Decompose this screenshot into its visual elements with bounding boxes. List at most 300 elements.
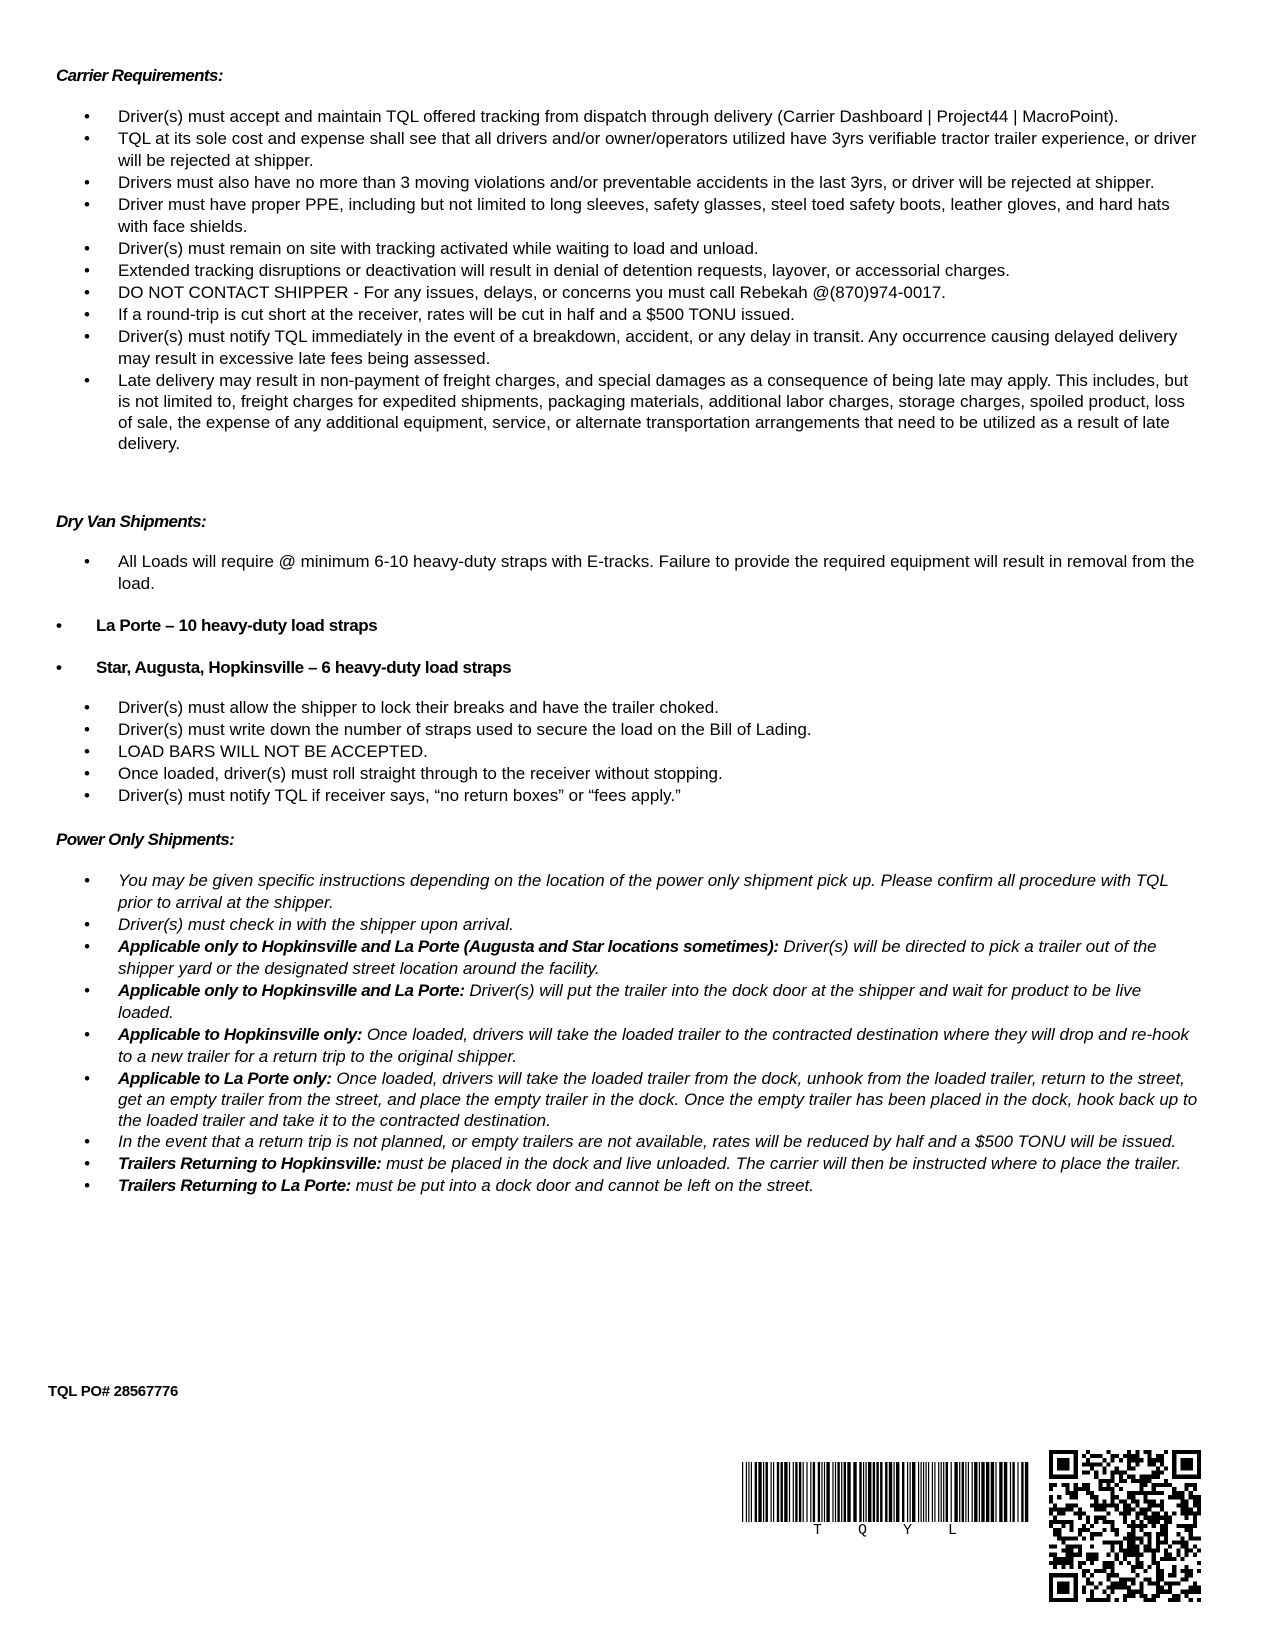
qr-module xyxy=(1193,1499,1197,1503)
qr-module xyxy=(1065,1466,1069,1470)
qr-module xyxy=(1074,1491,1078,1495)
qr-module xyxy=(1197,1458,1201,1462)
qr-module xyxy=(1185,1487,1189,1491)
qr-module xyxy=(1152,1471,1156,1475)
qr-module xyxy=(1123,1479,1127,1483)
qr-module xyxy=(1090,1536,1094,1540)
qr-module xyxy=(1172,1598,1176,1602)
qr-module xyxy=(1127,1495,1131,1499)
qr-module xyxy=(1180,1544,1184,1548)
qr-module xyxy=(1127,1462,1131,1466)
qr-module xyxy=(1065,1462,1069,1466)
qr-module xyxy=(1102,1479,1106,1483)
qr-module xyxy=(1148,1458,1152,1462)
qr-module xyxy=(1193,1590,1197,1594)
qr-module xyxy=(1135,1544,1139,1548)
qr-module xyxy=(1131,1549,1135,1553)
qr-module xyxy=(1176,1581,1180,1585)
qr-module xyxy=(1135,1450,1139,1454)
qr-module xyxy=(1135,1549,1139,1553)
qr-module xyxy=(1074,1487,1078,1491)
qr-module xyxy=(1176,1450,1180,1454)
qr-module xyxy=(1180,1458,1184,1462)
qr-module xyxy=(1193,1544,1197,1548)
qr-module xyxy=(1139,1458,1143,1462)
barcode-bar xyxy=(835,1462,836,1522)
qr-module xyxy=(1115,1528,1119,1532)
qr-module xyxy=(1143,1495,1147,1499)
barcode-bar xyxy=(859,1462,861,1522)
qr-module xyxy=(1049,1462,1053,1466)
qr-module xyxy=(1135,1573,1139,1577)
qr-module xyxy=(1123,1454,1127,1458)
list-item: • Applicable only to Hopkinsville and La Porte: Driver(s) will put the trailer into the dock door at the shipper and wait for product to be live loaded. xyxy=(84,981,1142,1022)
qr-module xyxy=(1049,1524,1053,1528)
barcode-bar xyxy=(1012,1462,1014,1522)
qr-module xyxy=(1131,1553,1135,1557)
qr-module xyxy=(1070,1528,1074,1532)
qr-module xyxy=(1160,1557,1164,1561)
qr-module xyxy=(1061,1590,1065,1594)
qr-module xyxy=(1102,1528,1106,1532)
qr-module xyxy=(1135,1512,1139,1516)
qr-module xyxy=(1049,1466,1053,1470)
qr-module xyxy=(1065,1553,1069,1557)
qr-module xyxy=(1086,1577,1090,1581)
qr-module xyxy=(1065,1557,1069,1561)
qr-module xyxy=(1185,1573,1189,1577)
qr-module xyxy=(1135,1553,1139,1557)
qr-module xyxy=(1057,1450,1061,1454)
qr-module xyxy=(1074,1495,1078,1499)
qr-module xyxy=(1057,1458,1061,1462)
qr-module xyxy=(1070,1573,1074,1577)
qr-module xyxy=(1111,1540,1115,1544)
qr-module xyxy=(1070,1561,1074,1565)
qr-module xyxy=(1152,1503,1156,1507)
qr-module xyxy=(1074,1581,1078,1585)
barcode-bar xyxy=(844,1462,846,1522)
qr-module xyxy=(1098,1569,1102,1573)
qr-module xyxy=(1164,1512,1168,1516)
qr-module xyxy=(1131,1581,1135,1585)
bullet: • xyxy=(84,107,90,126)
qr-module xyxy=(1098,1581,1102,1585)
qr-module xyxy=(1135,1565,1139,1569)
qr-module xyxy=(1139,1524,1143,1528)
qr-module xyxy=(1135,1590,1139,1594)
qr-module xyxy=(1119,1544,1123,1548)
bullet: • xyxy=(84,915,90,934)
qr-module xyxy=(1156,1458,1160,1462)
barcode-bar xyxy=(1010,1462,1011,1522)
qr-module xyxy=(1082,1454,1086,1458)
barcode-bar xyxy=(921,1462,922,1522)
bullet: • xyxy=(84,764,90,783)
barcode-image xyxy=(740,1462,1030,1522)
qr-module xyxy=(1090,1581,1094,1585)
qr-module xyxy=(1139,1565,1143,1569)
qr-module xyxy=(1074,1536,1078,1540)
qr-module xyxy=(1049,1499,1053,1503)
qr-module xyxy=(1094,1516,1098,1520)
barcode-bar xyxy=(866,1462,867,1522)
bullet: • xyxy=(84,937,90,956)
qr-module xyxy=(1090,1495,1094,1499)
qr-module xyxy=(1115,1471,1119,1475)
barcode-bar xyxy=(771,1462,772,1522)
qr-module xyxy=(1119,1540,1123,1544)
qr-module xyxy=(1102,1540,1106,1544)
qr-module xyxy=(1102,1466,1106,1470)
qr-module xyxy=(1164,1520,1168,1524)
qr-module xyxy=(1065,1475,1069,1479)
qr-module xyxy=(1156,1544,1160,1548)
qr-module xyxy=(1098,1487,1102,1491)
qr-module xyxy=(1123,1581,1127,1585)
qr-module xyxy=(1172,1475,1176,1479)
qr-module xyxy=(1070,1475,1074,1479)
qr-module xyxy=(1111,1479,1115,1483)
qr-module xyxy=(1053,1450,1057,1454)
qr-module xyxy=(1197,1549,1201,1553)
list-item: • If a round-trip is cut short at the receiver, rates will be cut in half and a $500 TONU issued. xyxy=(84,305,795,324)
qr-module xyxy=(1049,1553,1053,1557)
qr-module xyxy=(1176,1540,1180,1544)
bullet: • xyxy=(84,239,90,258)
qr-module xyxy=(1061,1573,1065,1577)
qr-module xyxy=(1115,1466,1119,1470)
qr-module xyxy=(1065,1536,1069,1540)
barcode-bar xyxy=(806,1462,807,1522)
qr-module xyxy=(1143,1450,1147,1454)
qr-module xyxy=(1160,1590,1164,1594)
qr-module xyxy=(1078,1508,1082,1512)
qr-module xyxy=(1160,1454,1164,1458)
qr-module xyxy=(1131,1565,1135,1569)
qr-module xyxy=(1172,1512,1176,1516)
qr-module xyxy=(1049,1487,1053,1491)
qr-module xyxy=(1127,1577,1131,1581)
qr-module xyxy=(1111,1590,1115,1594)
barcode-bar xyxy=(784,1462,787,1522)
qr-module xyxy=(1070,1549,1074,1553)
qr-module xyxy=(1172,1471,1176,1475)
qr-module xyxy=(1049,1483,1053,1487)
qr-module xyxy=(1180,1540,1184,1544)
qr-module xyxy=(1074,1458,1078,1462)
qr-module xyxy=(1176,1503,1180,1507)
qr-module xyxy=(1123,1471,1127,1475)
list-item: • Driver(s) must notify TQL if receiver says, “no return boxes” or “fees apply.” xyxy=(84,786,681,805)
barcode-bar xyxy=(981,1462,984,1522)
qr-module xyxy=(1065,1450,1069,1454)
qr-module xyxy=(1180,1499,1184,1503)
qr-module xyxy=(1139,1594,1143,1598)
qr-module xyxy=(1074,1471,1078,1475)
qr-module xyxy=(1176,1532,1180,1536)
list-item: • LOAD BARS WILL NOT BE ACCEPTED. xyxy=(84,742,428,761)
qr-module xyxy=(1094,1557,1098,1561)
carrier-requirements-list xyxy=(0,106,1198,454)
qr-module xyxy=(1168,1557,1172,1561)
qr-module xyxy=(1119,1471,1123,1475)
qr-module xyxy=(1148,1491,1152,1495)
tql-po-number: TQL PO# 28567776 xyxy=(48,1383,179,1400)
power-only-list xyxy=(0,870,1198,1197)
qr-module xyxy=(1148,1598,1152,1602)
qr-module xyxy=(1123,1516,1127,1520)
qr-module xyxy=(1123,1553,1127,1557)
qr-module xyxy=(1090,1524,1094,1528)
bullet: • xyxy=(84,283,90,302)
list-item: • You may be given specific instructions depending on the location of the power only shipment pick up. Please confirm all procedure with TQL prior to arrival at the shipper. xyxy=(84,871,1169,912)
qr-module xyxy=(1074,1590,1078,1594)
qr-module xyxy=(1156,1454,1160,1458)
qr-module xyxy=(1082,1487,1086,1491)
qr-module xyxy=(1078,1549,1082,1553)
qr-module xyxy=(1143,1569,1147,1573)
qr-module xyxy=(1070,1557,1074,1561)
qr-module xyxy=(1160,1499,1164,1503)
qr-module xyxy=(1107,1450,1111,1454)
qr-module xyxy=(1168,1544,1172,1548)
bullet: • xyxy=(84,981,90,1000)
qr-module xyxy=(1049,1577,1053,1581)
qr-module xyxy=(1143,1475,1147,1479)
barcode-bar xyxy=(763,1462,764,1522)
bullet: • xyxy=(84,261,90,280)
qr-module xyxy=(1115,1553,1119,1557)
qr-module xyxy=(1123,1549,1127,1553)
qr-module xyxy=(1180,1466,1184,1470)
qr-module xyxy=(1061,1586,1065,1590)
qr-module xyxy=(1193,1503,1197,1507)
qr-module xyxy=(1156,1536,1160,1540)
qr-module xyxy=(1065,1561,1069,1565)
list-item: • Drivers must also have no more than 3 moving violations and/or preventable accidents in the last 3yrs, or driver will be rejected at shipper. xyxy=(84,173,1155,192)
qr-module xyxy=(1115,1573,1119,1577)
bullet: • xyxy=(84,1132,90,1151)
qr-module xyxy=(1172,1540,1176,1544)
qr-module xyxy=(1057,1598,1061,1602)
qr-module xyxy=(1127,1553,1131,1557)
list-item: • Driver(s) must check in with the shipper upon arrival. xyxy=(84,915,514,934)
qr-module xyxy=(1061,1540,1065,1544)
qr-module xyxy=(1078,1544,1082,1548)
qr-module xyxy=(1139,1491,1143,1495)
qr-module xyxy=(1164,1524,1168,1528)
qr-module xyxy=(1131,1590,1135,1594)
qr-module xyxy=(1197,1499,1201,1503)
qr-module xyxy=(1090,1491,1094,1495)
qr-module xyxy=(1176,1524,1180,1528)
qr-module xyxy=(1053,1483,1057,1487)
qr-module xyxy=(1107,1594,1111,1598)
qr-module xyxy=(1172,1557,1176,1561)
qr-module xyxy=(1172,1594,1176,1598)
qr-module xyxy=(1180,1536,1184,1540)
barcode-bar xyxy=(766,1462,768,1522)
qr-module xyxy=(1107,1565,1111,1569)
bullet: • xyxy=(84,786,90,805)
qr-module xyxy=(1111,1565,1115,1569)
qr-module xyxy=(1065,1508,1069,1512)
barcode-bar xyxy=(1004,1462,1007,1522)
qr-module xyxy=(1070,1520,1074,1524)
qr-module xyxy=(1152,1487,1156,1491)
qr-module xyxy=(1193,1487,1197,1491)
qr-module xyxy=(1185,1475,1189,1479)
qr-module xyxy=(1053,1516,1057,1520)
qr-module xyxy=(1053,1503,1057,1507)
qr-module xyxy=(1111,1454,1115,1458)
qr-module xyxy=(1176,1491,1180,1495)
list-item: • Driver(s) must allow the shipper to lock their breaks and have the trailer choked. xyxy=(84,698,719,717)
qr-module xyxy=(1197,1466,1201,1470)
list-item: • TQL at its sole cost and expense shall see that all drivers and/or owner/operators utilized have 3yrs verifiable tractor trailer experience, or driver will be rejected at shipper. xyxy=(84,129,1197,170)
qr-module xyxy=(1086,1528,1090,1532)
qr-module xyxy=(1185,1565,1189,1569)
qr-module xyxy=(1127,1549,1131,1553)
qr-module xyxy=(1148,1508,1152,1512)
qr-module xyxy=(1185,1594,1189,1598)
qr-module xyxy=(1160,1577,1164,1581)
qr-module xyxy=(1070,1524,1074,1528)
qr-module xyxy=(1107,1561,1111,1565)
qr-module xyxy=(1049,1544,1053,1548)
qr-module xyxy=(1078,1487,1082,1491)
qr-module xyxy=(1057,1573,1061,1577)
qr-module xyxy=(1049,1581,1053,1585)
qr-module xyxy=(1057,1466,1061,1470)
qr-module xyxy=(1148,1549,1152,1553)
qr-module xyxy=(1189,1475,1193,1479)
qr-module xyxy=(1172,1458,1176,1462)
qr-module xyxy=(1111,1581,1115,1585)
qr-module xyxy=(1172,1487,1176,1491)
qr-module xyxy=(1082,1586,1086,1590)
qr-module xyxy=(1102,1590,1106,1594)
qr-module xyxy=(1164,1466,1168,1470)
qr-module xyxy=(1082,1569,1086,1573)
qr-module xyxy=(1061,1466,1065,1470)
qr-module xyxy=(1139,1520,1143,1524)
qr-module xyxy=(1156,1594,1160,1598)
qr-module xyxy=(1094,1532,1098,1536)
qr-module xyxy=(1098,1483,1102,1487)
qr-module xyxy=(1090,1532,1094,1536)
qr-module xyxy=(1160,1569,1164,1573)
qr-module xyxy=(1189,1586,1193,1590)
qr-module xyxy=(1180,1503,1184,1507)
qr-module xyxy=(1115,1581,1119,1585)
qr-module xyxy=(1086,1569,1090,1573)
qr-module xyxy=(1156,1586,1160,1590)
qr-module xyxy=(1185,1544,1189,1548)
qr-module xyxy=(1094,1553,1098,1557)
qr-module xyxy=(1074,1586,1078,1590)
qr-module xyxy=(1111,1491,1115,1495)
qr-module xyxy=(1156,1491,1160,1495)
qr-module xyxy=(1131,1540,1135,1544)
qr-module xyxy=(1123,1503,1127,1507)
barcode-bar xyxy=(1025,1462,1028,1522)
qr-module xyxy=(1156,1471,1160,1475)
qr-module xyxy=(1180,1512,1184,1516)
qr-module xyxy=(1086,1557,1090,1561)
qr-module xyxy=(1143,1483,1147,1487)
qr-module xyxy=(1094,1462,1098,1466)
qr-module xyxy=(1057,1508,1061,1512)
bullet: • xyxy=(84,871,90,890)
qr-module xyxy=(1127,1454,1131,1458)
qr-module xyxy=(1107,1487,1111,1491)
qr-module xyxy=(1090,1503,1094,1507)
barcode-bar xyxy=(995,1462,996,1522)
qr-module xyxy=(1156,1503,1160,1507)
barcode-bar xyxy=(962,1462,964,1522)
barcode-bar xyxy=(932,1462,933,1522)
qr-module xyxy=(1061,1458,1065,1462)
qr-module xyxy=(1189,1508,1193,1512)
barcode-bar xyxy=(837,1462,839,1522)
qr-module xyxy=(1074,1503,1078,1507)
qr-module xyxy=(1160,1462,1164,1466)
qr-module xyxy=(1131,1528,1135,1532)
qr-module xyxy=(1193,1512,1197,1516)
qr-module xyxy=(1065,1581,1069,1585)
qr-module xyxy=(1152,1561,1156,1565)
qr-module xyxy=(1156,1540,1160,1544)
qr-module xyxy=(1152,1553,1156,1557)
qr-module xyxy=(1135,1499,1139,1503)
bullet: • xyxy=(56,616,62,635)
qr-module xyxy=(1119,1581,1123,1585)
qr-module xyxy=(1090,1544,1094,1548)
qr-module xyxy=(1160,1516,1164,1520)
qr-module xyxy=(1135,1462,1139,1466)
qr-module xyxy=(1098,1462,1102,1466)
qr-module xyxy=(1098,1479,1102,1483)
qr-module xyxy=(1180,1524,1184,1528)
qr-module xyxy=(1074,1573,1078,1577)
qr-module xyxy=(1164,1528,1168,1532)
qr-module xyxy=(1131,1524,1135,1528)
qr-module xyxy=(1148,1475,1152,1479)
qr-module xyxy=(1143,1479,1147,1483)
qr-module xyxy=(1139,1508,1143,1512)
qr-module xyxy=(1127,1512,1131,1516)
qr-module xyxy=(1061,1536,1065,1540)
barcode-bar xyxy=(979,1462,980,1522)
qr-module xyxy=(1189,1458,1193,1462)
qr-module xyxy=(1115,1483,1119,1487)
qr-module xyxy=(1086,1462,1090,1466)
barcode-bar xyxy=(934,1462,935,1522)
barcode-bar xyxy=(746,1462,747,1522)
barcode-bar xyxy=(799,1462,801,1522)
qr-module xyxy=(1189,1569,1193,1573)
qr-module xyxy=(1197,1569,1201,1573)
bullet: • xyxy=(84,195,90,214)
qr-module xyxy=(1061,1450,1065,1454)
qr-module xyxy=(1061,1524,1065,1528)
qr-module xyxy=(1111,1471,1115,1475)
qr-module xyxy=(1074,1475,1078,1479)
barcode-bar xyxy=(923,1462,924,1522)
qr-module xyxy=(1065,1586,1069,1590)
